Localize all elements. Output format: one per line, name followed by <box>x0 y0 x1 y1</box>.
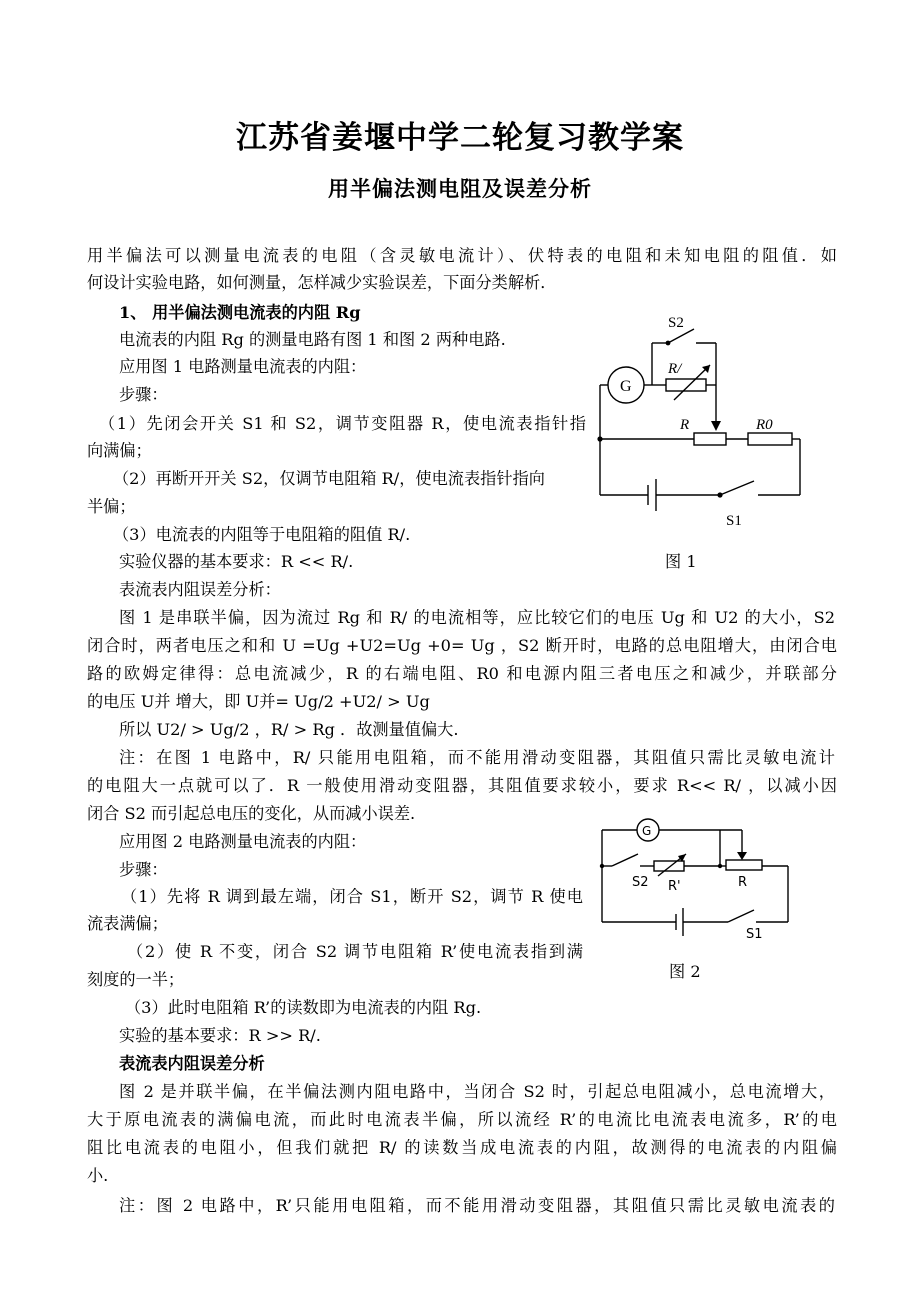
text-line: 实验的基本要求：R >> R/. <box>119 1026 321 1045</box>
text-line: 的电压 U并 增大，即 U并= Ug/2 +U2/ > Ug <box>87 692 430 711</box>
text-line: 向满偏； <box>87 441 152 460</box>
figure-1-caption: 图 1 <box>665 552 697 571</box>
text-line: （3）此时电阻箱 R’的读数即为电流表的内阻 Rg. <box>125 998 482 1017</box>
fig2-label-s1: S1 <box>746 927 763 942</box>
text-line: （2）再断开开关 S2，仅调节电阻箱 R/，使电流表指针指向 <box>113 469 545 488</box>
text-line: 应用图 1 电路测量电流表的内阻： <box>119 357 367 376</box>
text-line: 闭合时，两者电压之和和 U =Ug +U2=Ug +0= Ug ，S2 断开时，电路的总电阻增大，由闭合电 <box>87 636 837 655</box>
text-line: 阻比电流表的电阻小，但我们就把 R/ 的读数当成电流表的内阻，故测得的电流表的内阻偏 <box>87 1138 837 1157</box>
text-line: 流表满偏； <box>87 914 168 933</box>
fig1-label-r: R <box>680 417 690 433</box>
fig1-label-rprime: R/ <box>668 361 682 377</box>
text-line: 实验仪器的基本要求：R << R/. <box>119 552 354 571</box>
fig1-label-s1: S1 <box>726 513 742 529</box>
text-line: 注：在图 1 电路中，R/ 只能用电阻箱，而不能用滑动变阻器，其阻值只需比灵敏电流计 <box>119 748 835 767</box>
figure-1-circuit <box>590 305 810 535</box>
document-title: 江苏省姜堰中学二轮复习教学案 <box>236 120 684 156</box>
text-line: 小. <box>87 1166 109 1185</box>
section-heading: 1、 用半偏法测电流表的内阻 Rg <box>119 303 361 322</box>
text-line: 所以 U2/ > Ug/2 ，R/ > Rg ．故测量值偏大. <box>119 720 459 739</box>
fig2-label-g: G <box>642 824 652 838</box>
text-line: （3）电流表的内阻等于电阻箱的阻值 R/. <box>113 525 411 544</box>
text-line: 注：图 2 电路中，R’只能用电阻箱，而不能用滑动变阻器，其阻值只需比灵敏电流表的 <box>119 1196 835 1215</box>
section-heading: 表流表内阻误差分析 <box>119 1054 265 1073</box>
text-line: 半偏； <box>87 497 136 516</box>
text-line: 图 1 是串联半偏，因为流过 Rg 和 R/ 的电流相等，应比较它们的电压 Ug 和 U2 的大小，S2 <box>119 608 835 627</box>
fig2-label-rprime: R' <box>668 879 681 894</box>
fig1-label-s2: S2 <box>668 315 684 331</box>
text-line: （1）先闭会开关 S1 和 S2，调节变阻器 R，使电流表指针指 <box>99 414 586 433</box>
text-line: 闭合 S2 而引起总电压的变化，从而减小误差. <box>87 804 416 823</box>
figure-2-caption: 图 2 <box>669 962 701 981</box>
text-line: 电流表的内阻 Rg 的测量电路有图 1 和图 2 两种电路. <box>119 330 506 349</box>
figure-2-circuit <box>598 810 798 945</box>
document-subtitle: 用半偏法测电阻及误差分析 <box>328 177 592 201</box>
text-line: 路的欧姆定律得：总电流减少，R 的右端电阻、R0 和电源内阻三者电压之和减少，并联部分 <box>87 664 837 683</box>
text-line: 的电阻大一点就可以了．R 一般使用滑动变阻器，其阻值要求较小，要求 R<< R/ ，以减小因 <box>87 776 837 795</box>
text-line: 用半偏法可以测量电流表的电阻（含灵敏电流计）、伏特表的电阻和未知电阻的阻值．如 <box>87 246 837 265</box>
text-line: （1）先将 R 调到最左端，闭合 S1，断开 S2，调节 R 使电 <box>121 887 583 906</box>
fig1-label-g: G <box>620 378 632 395</box>
text-line: 大于原电流表的满偏电流，而此时电流表半偏，所以流经 R’的电流比电流表电流多，R’的电 <box>87 1110 837 1129</box>
text-line: 图 2 是并联半偏，在半偏法测内阻电路中，当闭合 S2 时，引起总电阻减小，总电流增大， <box>119 1082 835 1101</box>
text-line: （2）使 R 不变，闭合 S2 调节电阻箱 R’使电流表指到满 <box>127 942 583 961</box>
text-line: 表流表内阻误差分析： <box>119 580 281 599</box>
text-line: 应用图 2 电路测量电流表的内阻： <box>119 832 367 851</box>
fig2-label-s2: S2 <box>632 875 649 890</box>
fig1-label-r0: R0 <box>756 417 773 433</box>
fig2-label-r: R <box>738 875 748 890</box>
text-line: 步骤： <box>119 385 168 404</box>
text-line: 步骤： <box>119 860 168 879</box>
text-line: 刻度的一半； <box>87 970 185 989</box>
text-line: 何设计实验电路，如何测量，怎样减少实验误差，下面分类解析． <box>87 273 557 292</box>
